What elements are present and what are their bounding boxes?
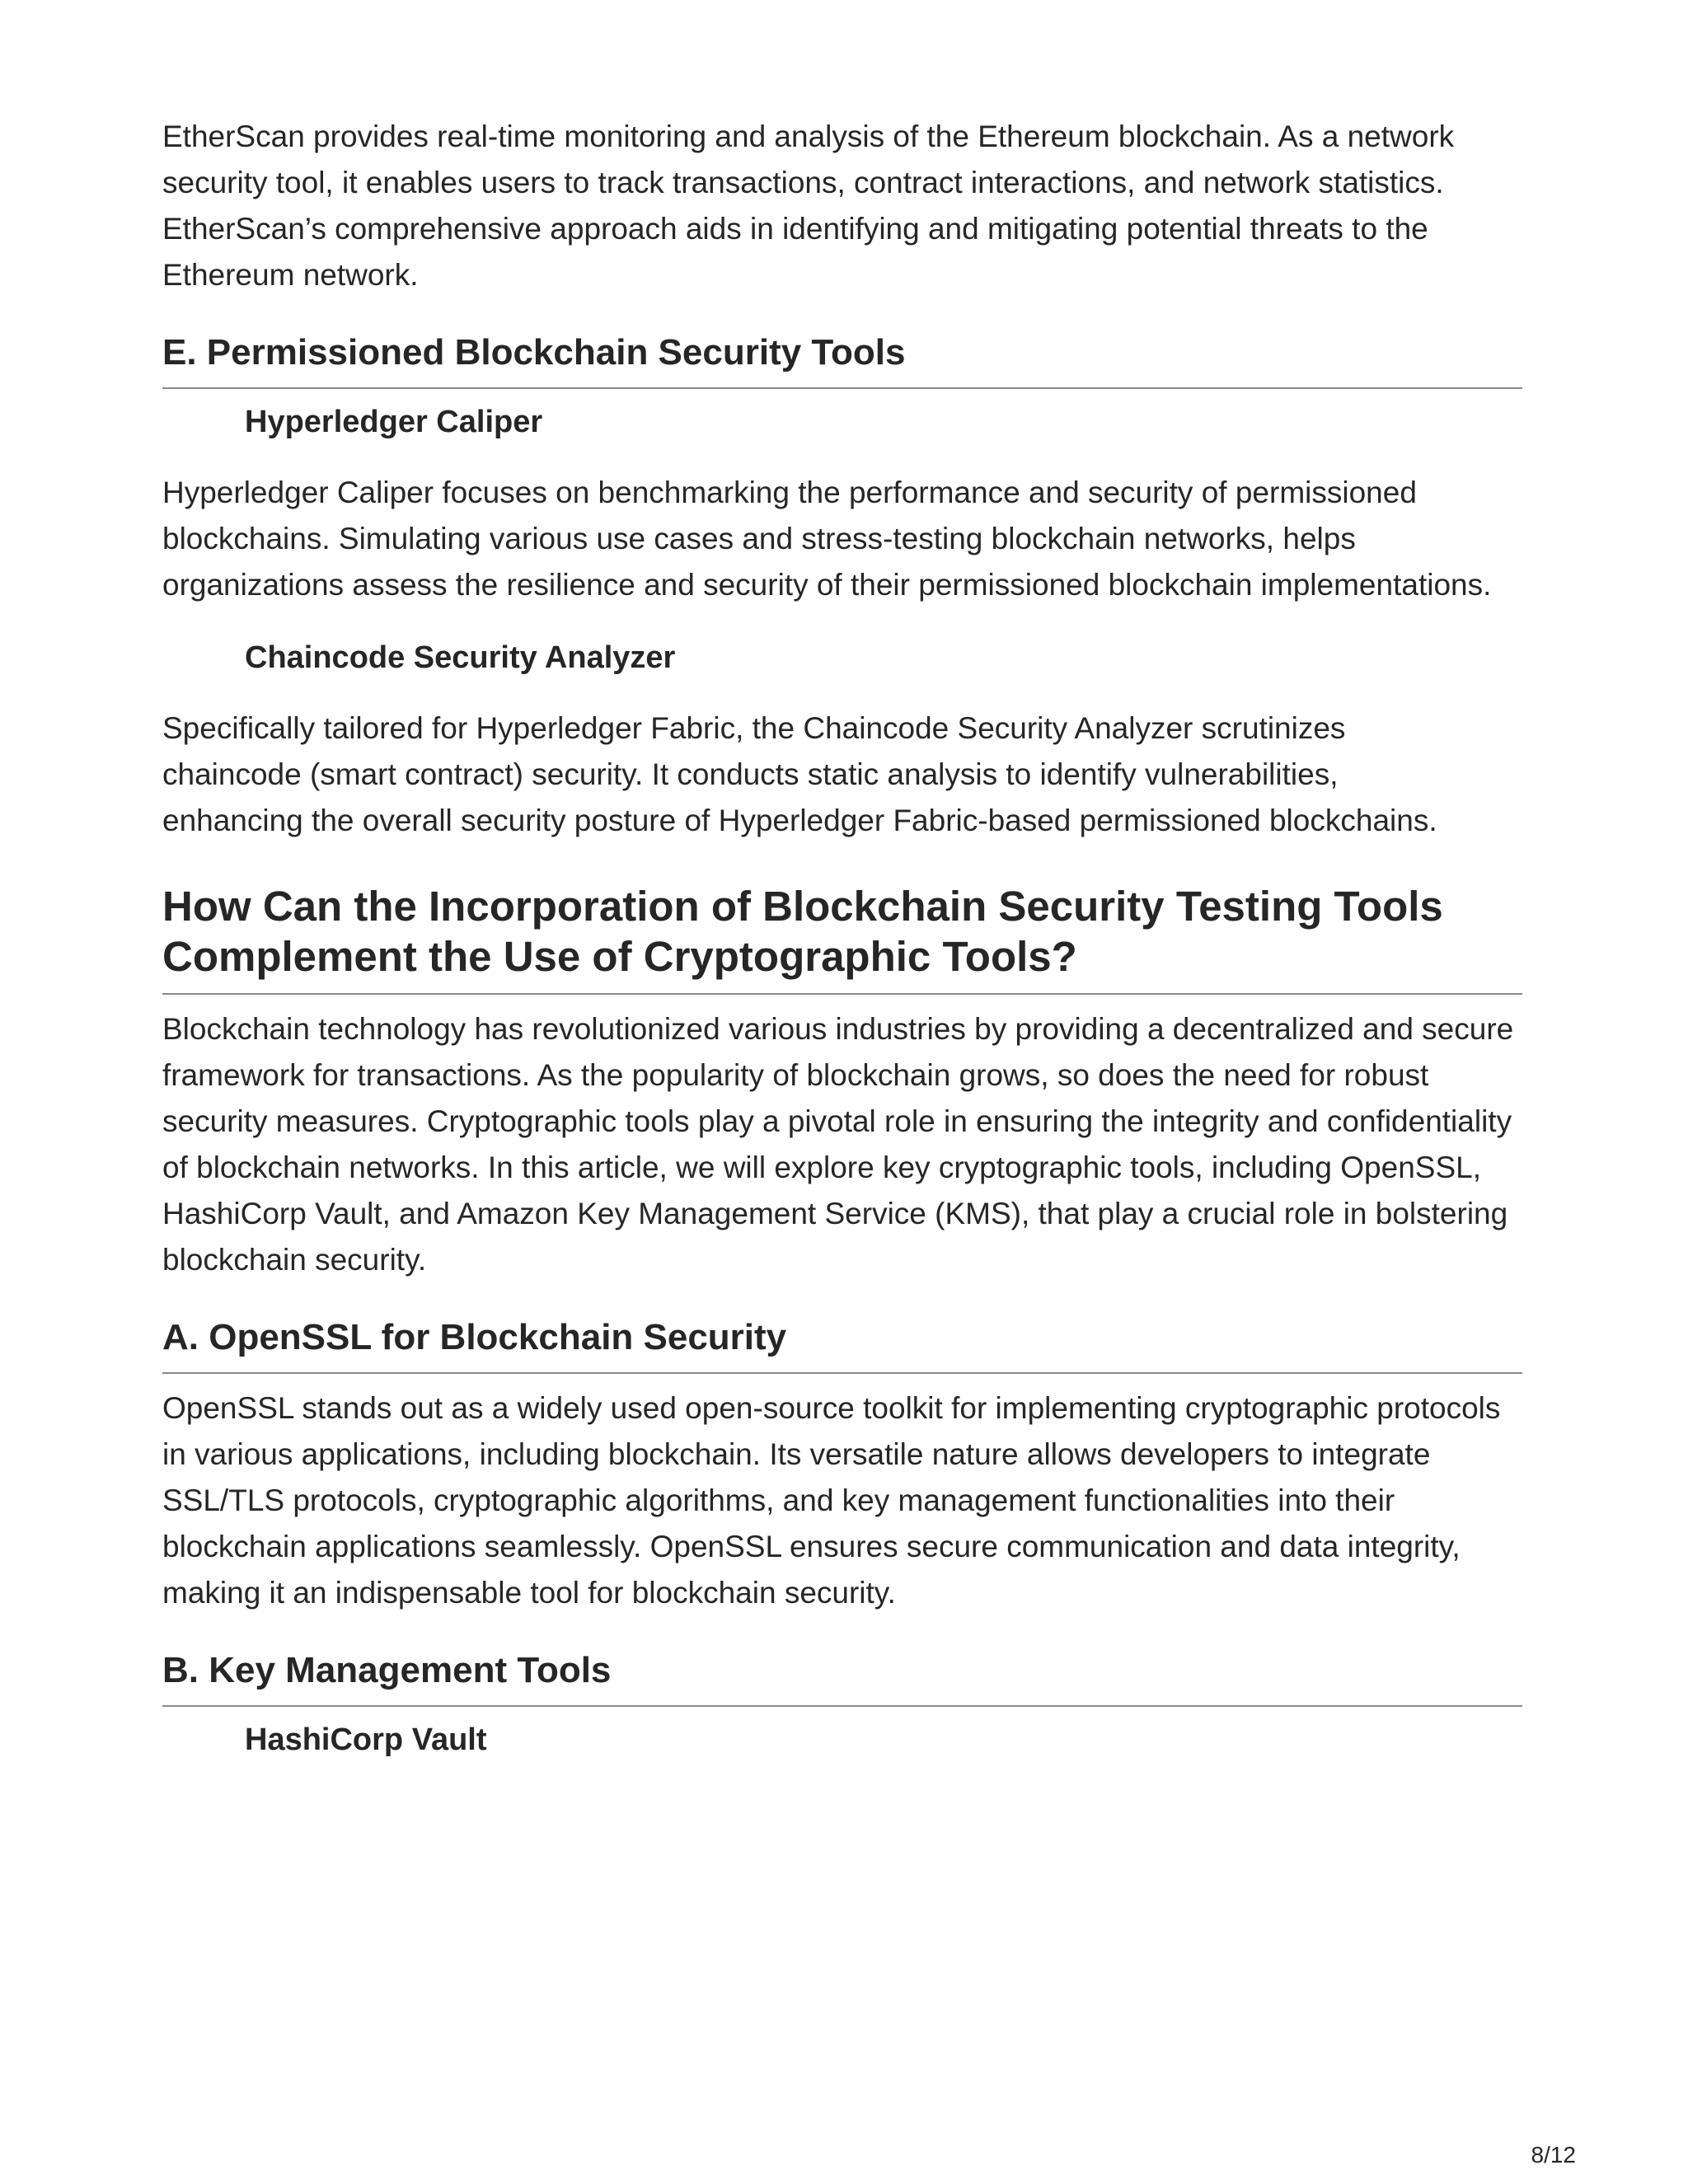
intro-paragraph: EtherScan provides real-time monitoring and analysis of the Ethereum blockchain. As a network security tool, it enables users to track transactions, contract interactions, and network statistics. EtherScan’s comprehensive approach aids in identifying and mitigating potential threats to the Ethereum network. (162, 120, 1455, 292)
chaincode-security-analyzer-description: Specifically tailored for Hyperledger Fabric, the Chaincode Security Analyzer scrutinizes chaincode (smart contract) security. It conducts static analysis to identify vulnerabilities, enhancing the overall security posture of Hyperledger Fabric-based permissioned blockchains. (162, 711, 1437, 837)
section-e-heading: E. Permissioned Blockchain Security Tools (162, 330, 1522, 389)
main-section-heading: How Can the Incorporation of Blockchain Security Testing Tools Complement the Use of Cryptographic Tools? (162, 881, 1522, 995)
section-a-heading: A. OpenSSL for Blockchain Security (162, 1315, 1522, 1374)
tool-heading-chaincode-security-analyzer: Chaincode Security Analyzer (245, 640, 676, 675)
page-number: 8/12 (1531, 2142, 1576, 2168)
tool-heading-hyperledger-caliper: Hyperledger Caliper (245, 405, 543, 439)
tool-heading-hashicorp-vault: HashiCorp Vault (245, 1722, 487, 1757)
section-a-paragraph: OpenSSL stands out as a widely used open-source toolkit for implementing cryptographic protocols in various applications, including blockchain. Its versatile nature allows developers to integrate SSL/TLS protocols, cryptographic algorithms, and key management functionalities into their blockchain applications seamlessly. OpenSSL ensures secure communication and data integrity, making it an indispensable tool for blockchain security. (162, 1391, 1501, 1610)
section-b-heading: B. Key Management Tools (162, 1647, 1522, 1707)
document-page (162, 114, 1522, 1763)
hyperledger-caliper-description: Hyperledger Caliper focuses on benchmarking the performance and security of permissioned blockchains. Simulating various use cases and stress-testing blockchain networks, helps organizations assess the resilience and security of their permissioned blockchain implementations. (162, 476, 1492, 602)
main-section-paragraph: Blockchain technology has revolutionized various industries by providing a decentralized and secure framework for transactions. As the popularity of blockchain grows, so does the need for robust security measures. Cryptographic tools play a pivotal role in ensuring the integrity and confidentiality of blockchain networks. In this article, we will explore key cryptographic tools, including OpenSSL, HashiCorp Vault, and Amazon Key Management Service (KMS), that play a crucial role in bolstering blockchain security. (162, 1012, 1514, 1277)
